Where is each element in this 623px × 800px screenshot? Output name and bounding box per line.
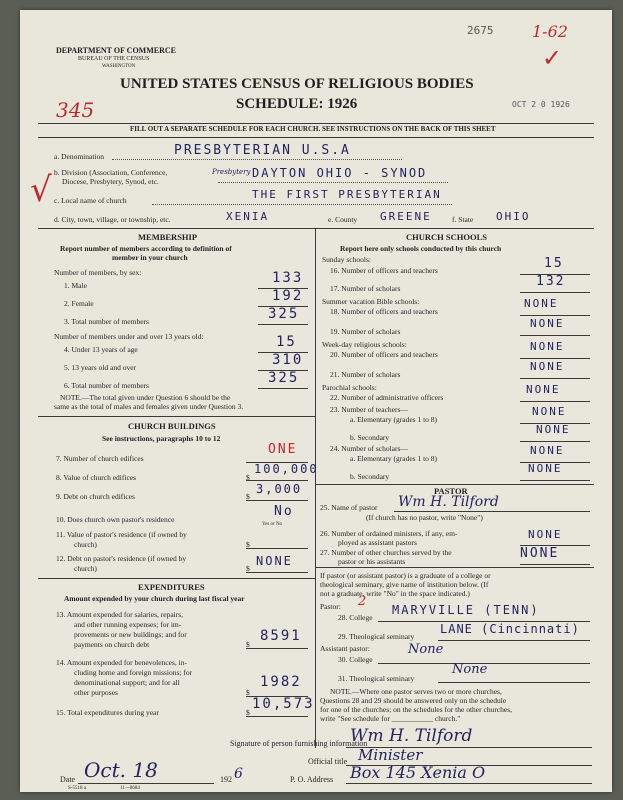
division-label-2: Diocese, Presbytery, Synod, etc. (62, 177, 159, 186)
q8-dollar: $ (246, 473, 250, 482)
pastor-note-3: for one of the churches; on the schedules for the other churches, (320, 705, 513, 714)
q13-label-2: and other running expenses; for im- (74, 620, 182, 629)
q15-label: 15. Total expenditures during year (56, 708, 159, 717)
q23b-value: NONE (536, 423, 571, 436)
age-label: Number of members under and over 13 years old: (54, 332, 204, 341)
date-stamp: OCT 2 0 1926 (512, 100, 570, 109)
official-title-label: Official title (308, 757, 348, 766)
q7-value: ONE (268, 442, 298, 457)
division-label: b. Division (Association, Conference, (54, 168, 168, 177)
divider (38, 137, 594, 138)
q22-label: 22. Number of administrative officers (330, 393, 444, 402)
q9-dollar: $ (246, 492, 250, 501)
q12-label-2: church) (74, 564, 97, 573)
form-title: UNITED STATES CENSUS OF RELIGIOUS BODIES (120, 76, 474, 92)
q27-label: 27. Number of other churches served by the (320, 548, 452, 557)
q23a-label: a. Elementary (grades 1 to 8) (350, 415, 438, 424)
red-number: 345 (56, 98, 95, 122)
q2-label: 2. Female (64, 299, 94, 308)
year-prefix: 192 (220, 775, 232, 784)
q6-value: 325 (268, 370, 300, 386)
q1-value: 133 (272, 270, 304, 286)
divider (38, 123, 594, 124)
q21-label: 21. Number of scholars (330, 370, 401, 379)
q25-label: 25. Name of pastor (320, 503, 378, 512)
hand-number: 1-62 (532, 22, 568, 41)
q14-label-3: denominational support; and for all (74, 678, 180, 687)
column-divider (315, 228, 316, 748)
denomination-value: PRESBYTERIAN U.S.A (174, 143, 351, 158)
washington-label: WASHINGTON (102, 64, 136, 69)
expenditures-heading: EXPENDITURES (138, 582, 205, 592)
denomination-label: a. Denomination (54, 152, 104, 161)
q27-label-2: pastor or his assistants (338, 557, 406, 566)
q13-label-4: payments on church debt (74, 640, 150, 649)
q13-label-3: provements or new buildings; and for (74, 630, 187, 639)
membership-sub-2: member in your church (112, 253, 188, 262)
q26-value: NONE (528, 528, 563, 541)
membership-note: NOTE.—The total given under Question 6 should be the (60, 393, 231, 402)
q11-label: 11. Value of pastor's residence (if owned by (56, 530, 187, 539)
graduate-instructions-2: theological seminary, give name of institution below. (If (320, 580, 489, 589)
q16-value: 15 (544, 256, 564, 271)
q22-value: NONE (526, 383, 561, 396)
q13-value: 8591 (260, 628, 302, 644)
po-address-label: P. O. Address (290, 775, 334, 784)
q30-label: 30. College (338, 655, 373, 664)
pastor-heading: PASTOR (434, 486, 468, 496)
q18-value: NONE (524, 297, 559, 310)
q12-dollar: $ (246, 564, 250, 573)
membership-note-2: same as the total of males and females given under Question 3. (54, 402, 244, 411)
city-label: d. City, town, village, or township, etc. (54, 215, 171, 224)
divider (315, 567, 594, 568)
q30-value: None (408, 642, 444, 657)
county-label: e. County (328, 215, 358, 224)
check-mark: ✓ (542, 46, 563, 72)
membership-sub: Report number of members according to definition of (60, 244, 232, 253)
form-number: S-5518 a (68, 786, 86, 791)
q24-label: 24. Number of scholars— (330, 444, 408, 453)
pastor-note-4: write "See schedule for ___________ church." (320, 714, 461, 723)
q29-value: LANE (Cincinnati) (440, 622, 580, 636)
membership-heading: MEMBERSHIP (138, 232, 198, 242)
division-value: DAYTON OHIO - SYNOD (252, 166, 428, 180)
q14-value: 1982 (260, 674, 302, 690)
parochial-label: Parochial schools: (322, 383, 377, 392)
q28-label: 28. College (338, 613, 373, 622)
q20-value: NONE (530, 340, 565, 353)
divider (38, 578, 315, 579)
q31-label: 31. Theological seminary (338, 674, 415, 683)
q24b-label: b. Secondary (350, 472, 390, 481)
q23b-label: b. Secondary (350, 433, 390, 442)
q4-label: 4. Under 13 years of age (64, 345, 138, 354)
expenditures-sub: Amount expended by your church during last fiscal year (64, 594, 245, 603)
city-value: XENIA (226, 210, 270, 223)
q1-label: 1. Male (64, 281, 87, 290)
q10-label: 10. Does church own pastor's residence (56, 515, 175, 524)
q14-label: 14. Amount expended for benevolences, in- (56, 658, 188, 667)
q14-label-4: other purposes (74, 688, 118, 697)
q17-label: 17. Number of scholars (330, 284, 401, 293)
q12-value: NONE (256, 554, 293, 568)
date-value: Oct. 18 (84, 758, 158, 782)
sunday-label: Sunday schools: (322, 255, 371, 264)
graduate-instructions-3: not a graduate, write "No" in the space indicated.) (320, 589, 470, 598)
q7-label: 7. Number of church edifices (56, 454, 144, 463)
q8-value: 100,000 (254, 462, 319, 476)
q21-value: NONE (530, 360, 565, 373)
graduate-instructions: If pastor (or assistant pastor) is a graduate of a college or (320, 571, 491, 580)
county-value: GREENE (380, 210, 432, 223)
by-sex-label: Number of members, by sex: (54, 268, 142, 277)
church-name-value: THE FIRST PRESBYTERIAN (252, 188, 442, 201)
state-value: OHIO (496, 210, 531, 223)
q10-value: No (274, 504, 294, 519)
q28-value: MARYVILLE (TENN) (392, 603, 540, 617)
assistant-pastor-label: Assistant pastor: (320, 644, 370, 653)
q19-value: NONE (530, 317, 565, 330)
q4-value: 15 (276, 334, 297, 350)
q24b-value: NONE (528, 462, 563, 475)
divider (38, 416, 315, 417)
q2-value: 192 (272, 288, 304, 304)
divider (315, 484, 594, 485)
q9-label: 9. Debt on church edifices (56, 492, 135, 501)
schools-heading: CHURCH SCHOOLS (406, 232, 487, 242)
q20-label: 20. Number of officers and teachers (330, 350, 438, 359)
q10-hint: Yes or No (262, 522, 283, 527)
division-small-note: Presbytery (212, 168, 251, 176)
q3-label: 3. Total number of members (64, 317, 149, 326)
q27-value: NONE (520, 546, 560, 561)
signature-label: Signature of person furnishing information (230, 739, 368, 748)
q18-label: 18. Number of officers and teachers (330, 307, 438, 316)
buildings-heading: CHURCH BUILDINGS (128, 421, 216, 431)
q14-dollar: $ (246, 688, 250, 697)
q12-label: 12. Debt on pastor's residence (if owned by (56, 554, 187, 563)
q19-label: 19. Number of scholars (330, 327, 401, 336)
church-name-label: c. Local name of church (54, 196, 127, 205)
q16-label: 16. Number of officers and teachers (330, 266, 438, 275)
official-title-value: Minister (358, 746, 423, 764)
q26-label: 26. Number of ordained ministers, if any, em- (320, 529, 458, 538)
summer-label: Summer vacation Bible schools: (322, 297, 420, 306)
pastor-note-2: Questions 28 and 29 should be answered only on the schedule (320, 696, 507, 705)
q29-label: 29. Theological seminary (338, 632, 415, 641)
weekday-label: Week-day religious schools: (322, 340, 407, 349)
q3-value: 325 (268, 306, 300, 322)
q8-label: 8. Value of church edifices (56, 473, 137, 482)
schools-sub: Report here only schools conducted by this church (340, 244, 502, 253)
pastor-label: Pastor: (320, 602, 341, 611)
q25-hint: (If church has no pastor, write "None") (366, 513, 483, 522)
stamp-number: 2675 (467, 24, 494, 37)
q6-label: 6. Total number of members (64, 381, 149, 390)
q15-dollar: $ (246, 708, 250, 717)
schedule-title: SCHEDULE: 1926 (236, 96, 358, 112)
bureau-label: BUREAU OF THE CENSUS (78, 56, 150, 62)
q9-value: 3,000 (256, 482, 303, 496)
q13-dollar: $ (246, 640, 250, 649)
q26-label-2: ployed as assistant pastors (338, 538, 417, 547)
q11-label-2: church) (74, 540, 97, 549)
q24a-value: NONE (530, 444, 565, 457)
q31-value: None (452, 662, 488, 677)
margin-red-mark: √ (30, 170, 52, 210)
red-mark: 2 (358, 594, 367, 609)
signature-value: Wm H. Tilford (350, 726, 473, 746)
state-label: f. State (452, 215, 474, 224)
q13-label: 13. Amount expended for salaries, repairs, (56, 610, 184, 619)
po-address-value: Box 145 Xenia O (350, 763, 486, 782)
q11-dollar: $ (246, 540, 250, 549)
q17-value: 132 (536, 274, 566, 289)
q25-value: Wm H. Tilford (398, 494, 499, 510)
date-label: Date (60, 775, 76, 784)
divider (38, 228, 594, 229)
buildings-sub: See instructions, paragraphs 10 to 12 (102, 434, 221, 443)
q23a-value: NONE (532, 405, 567, 418)
q5-value: 310 (272, 352, 304, 368)
year-suffix: 6 (234, 766, 243, 782)
pastor-note: NOTE.—Where one pastor serves two or more churches, (330, 687, 502, 696)
q14-label-2: cluding home and foreign missions; for (74, 668, 193, 677)
department-label: DEPARTMENT OF COMMERCE (56, 46, 177, 55)
form-number-2: 11—8684 (120, 786, 140, 791)
q24a-label: a. Elementary (grades 1 to 8) (350, 454, 438, 463)
q15-value: 10,573 (252, 696, 315, 712)
q5-label: 5. 13 years old and over (64, 363, 137, 372)
q23-label: 23. Number of teachers— (330, 405, 408, 414)
instruction-banner: FILL OUT A SEPARATE SCHEDULE FOR EACH CHURCH. SEE INSTRUCTIONS ON THE BACK OF THIS SHEET (130, 125, 496, 133)
census-schedule-sheet (20, 10, 612, 792)
